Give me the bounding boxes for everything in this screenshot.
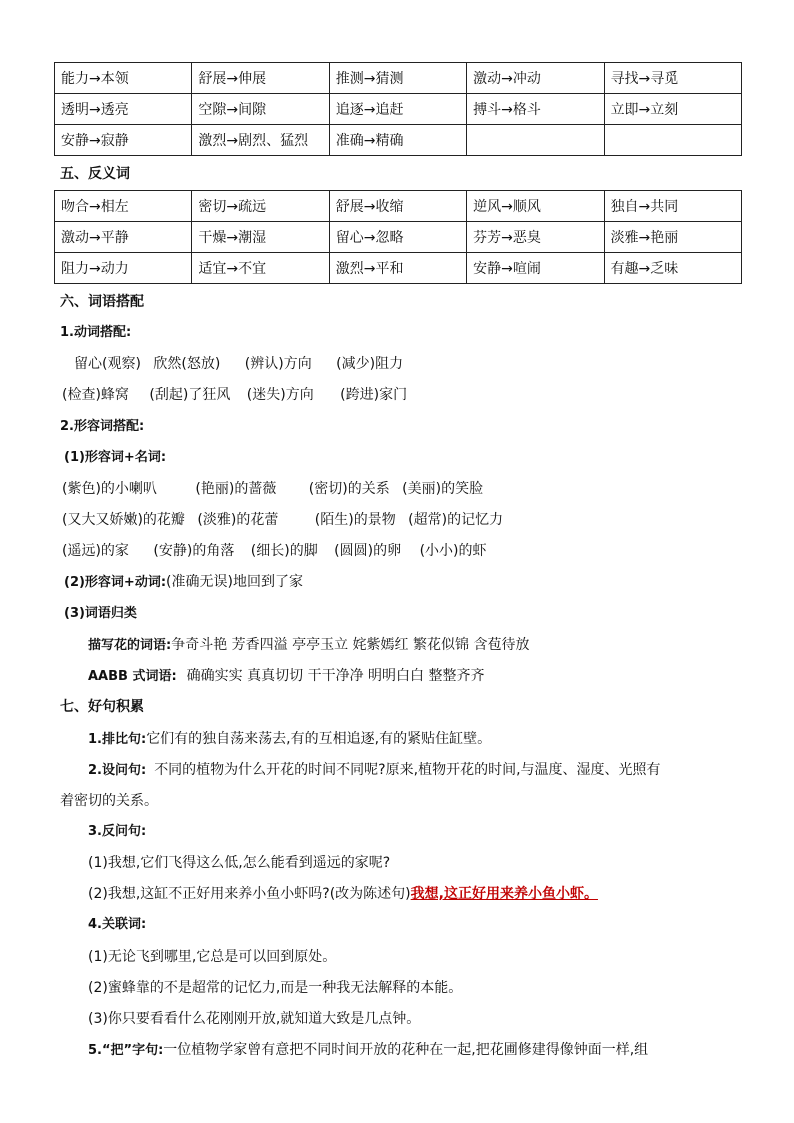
- ba-sentence: [88, 1040, 648, 1061]
- synonyms-table: [54, 62, 742, 156]
- table-cell: 激动→冲动: [467, 63, 604, 94]
- table-cell: 立即→立刻: [604, 94, 741, 125]
- aabb-words-label: AABB 式词语:: [88, 669, 177, 684]
- phrase: (紫色)的小喇叭: [62, 481, 157, 497]
- section5-title: 五、反义词: [60, 166, 130, 182]
- adj-row-3: [62, 541, 487, 561]
- table-cell: [467, 125, 604, 156]
- table-cell: 干燥→潮湿: [192, 222, 329, 253]
- table-cell: 安静→喧闹: [467, 253, 604, 284]
- verb-collocation-title: 1.动词搭配:: [60, 325, 132, 340]
- table-cell: 空隙→间隙: [192, 94, 329, 125]
- conjunction-item-1: (1)无论飞到哪里,它总是可以回到原处。: [88, 949, 337, 965]
- flower-words-line: [88, 635, 529, 656]
- phrase: (检查)蜂窝: [62, 387, 129, 403]
- sentence-label: 1.排比句:: [88, 732, 147, 747]
- table-row: [55, 222, 742, 253]
- adj-verb-line: [64, 572, 303, 593]
- table-row: [55, 253, 742, 284]
- phrase: (遥远)的家: [62, 543, 129, 559]
- phrase: (刮起)了狂风: [149, 387, 231, 403]
- rhetorical-ask-item-1: (1)我想,它们飞得这么低,怎么能看到遥远的家呢?: [88, 855, 391, 871]
- table-cell: 推测→猜测: [329, 63, 466, 94]
- adj-verb-subtitle: (2)形容词+动词:: [64, 575, 167, 590]
- phrase: (细长)的脚: [250, 543, 318, 559]
- phrase: (淡雅)的花蕾: [197, 512, 279, 528]
- verb-row-1: [74, 354, 403, 374]
- sentence-text: 它们有的独自荡来荡去,有的互相追逐,有的紧贴住缸壁。: [146, 731, 492, 747]
- table-row: [55, 191, 742, 222]
- phrase: (圆圆)的卵: [334, 543, 402, 559]
- aabb-words-line: [88, 666, 484, 687]
- phrase: (跨进)家门: [340, 387, 408, 403]
- word-category-subtitle: (3)词语归类: [64, 606, 137, 621]
- conjunction-item-2: (2)蜜蜂靠的不是超常的记忆力,而是一种我无法解释的本能。: [88, 980, 463, 996]
- table-cell: 有趣→乏味: [604, 253, 741, 284]
- rhetorical-ask-item-2: [88, 884, 598, 904]
- table-cell: 准确→精确: [329, 125, 466, 156]
- adj-noun-subtitle: (1)形容词+名词:: [64, 450, 167, 465]
- adj-collocation-title: 2.形容词搭配:: [60, 419, 145, 434]
- table-cell: 激动→平静: [55, 222, 192, 253]
- table-cell: 舒展→收缩: [329, 191, 466, 222]
- table-cell: 搏斗→格斗: [467, 94, 604, 125]
- sentence-label: 5.“把”字句:: [88, 1043, 164, 1058]
- aabb-words: 确确实实 真真切切 干干净净 明明白白 整整齐齐: [186, 668, 485, 684]
- table-cell: 透明→透亮: [55, 94, 192, 125]
- section6-title: 六、词语搭配: [60, 294, 144, 310]
- flower-words-label: 描写花的词语:: [88, 638, 172, 653]
- conjunction-item-3: (3)你只要看看什么花刚刚开放,就知道大致是几点钟。: [88, 1011, 421, 1027]
- parallelism-sentence: [88, 729, 491, 750]
- phrase: (准确无误)地回到了家: [166, 574, 303, 590]
- table-cell: 阻力→动力: [55, 253, 192, 284]
- phrase: (陌生)的景物: [314, 512, 396, 528]
- table-row: [55, 63, 742, 94]
- phrase: (又大又娇嫩)的花瓣: [62, 512, 185, 528]
- table-row: [55, 125, 742, 156]
- table-cell: 激烈→平和: [329, 253, 466, 284]
- table-cell: 激烈→剧烈、猛烈: [192, 125, 329, 156]
- table-cell: 追逐→追赶: [329, 94, 466, 125]
- table-cell: 逆风→顺风: [467, 191, 604, 222]
- table-cell: 留心→忽略: [329, 222, 466, 253]
- adj-row-2: [62, 510, 503, 530]
- conjunction-title: 4.关联词:: [88, 917, 147, 932]
- table-cell: 淡雅→艳丽: [604, 222, 741, 253]
- sentence-text: 一位植物学家曾有意把不同时间开放的花种在一起,把花圃修建得像钟面一样,组: [163, 1042, 649, 1058]
- table-cell: 适宜→不宜: [192, 253, 329, 284]
- table-row: [55, 94, 742, 125]
- table-cell: 独自→共同: [604, 191, 741, 222]
- verb-row-2: [62, 385, 407, 405]
- sentence-text: (2)我想,这缸不正好用来养小鱼小虾吗?(改为陈述句): [88, 886, 411, 902]
- table-cell: 芬芳→恶臭: [467, 222, 604, 253]
- antonyms-table: [54, 190, 742, 284]
- flower-words: 争奇斗艳 芳香四溢 亭亭玉立 姹紫嫣红 繁花似锦 含苞待放: [171, 637, 530, 653]
- phrase: (辨认)方向: [244, 356, 312, 372]
- sentence-text: 不同的植物为什么开花的时间不同呢?原来,植物开花的时间,与温度、湿度、光照有: [154, 762, 661, 778]
- table-cell: 吻合→相左: [55, 191, 192, 222]
- answer-text: 我想,这正好用来养小鱼小虾。: [410, 886, 598, 902]
- phrase: (密切)的关系: [308, 481, 390, 497]
- table-cell: 能力→本领: [55, 63, 192, 94]
- rhetorical-ask-title: 3.反问句:: [88, 824, 147, 839]
- phrase: (艳丽)的蔷薇: [195, 481, 277, 497]
- phrase: 留心(观察): [74, 356, 141, 372]
- table-cell: 安静→寂静: [55, 125, 192, 156]
- rhetorical-question-line-1: [88, 760, 661, 781]
- phrase: (安静)的角落: [153, 543, 235, 559]
- section7-title: 七、好句积累: [60, 699, 144, 715]
- adj-row-1: [62, 479, 483, 499]
- phrase: (美丽)的笑脸: [402, 481, 484, 497]
- phrase: (迷失)方向: [246, 387, 314, 403]
- table-cell: [604, 125, 741, 156]
- rhetorical-question-line-2: 着密切的关系。: [60, 793, 158, 809]
- phrase: (减少)阻力: [336, 356, 404, 372]
- phrase: (超常)的记忆力: [408, 512, 504, 528]
- sentence-label: 2.设问句:: [88, 763, 147, 778]
- table-cell: 寻找→寻觅: [604, 63, 741, 94]
- phrase: 欣然(怒放): [153, 356, 221, 372]
- phrase: (小小)的虾: [419, 543, 487, 559]
- table-cell: 密切→疏远: [192, 191, 329, 222]
- table-cell: 舒展→伸展: [192, 63, 329, 94]
